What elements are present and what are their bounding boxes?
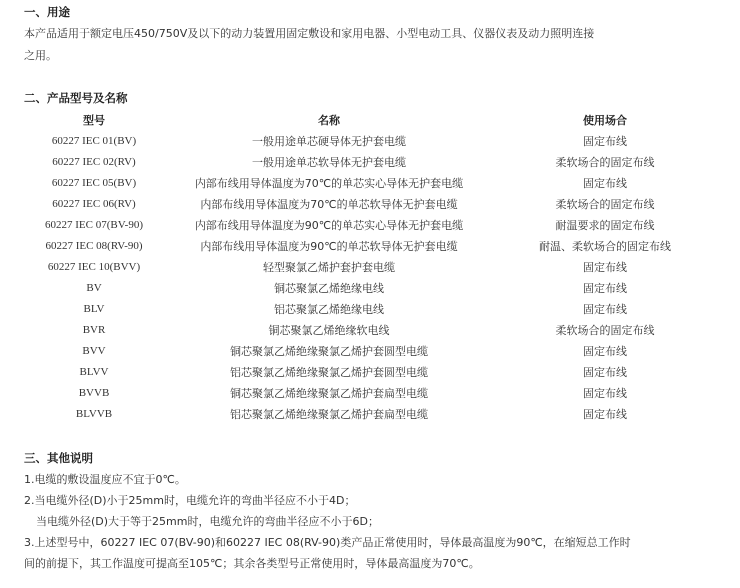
column-header-usage: 使用场合: [583, 113, 627, 127]
model-cell: BLV: [83, 302, 105, 315]
table-row: [24, 172, 716, 193]
usage-cell: 柔软场合的固定布线: [555, 155, 655, 169]
name-cell: 铜芯聚氯乙烯绝缘聚氯乙烯护套扁型电缆: [230, 386, 428, 400]
table-row: [24, 403, 716, 424]
table-row: [24, 256, 716, 277]
model-cell: 60227 IEC 07(BV-90): [45, 218, 143, 231]
model-cell: BVV: [82, 344, 106, 357]
model-cell: BVVB: [78, 386, 110, 399]
usage-cell: 固定布线: [583, 302, 627, 316]
name-cell: 铝芯聚氯乙烯绝缘电线: [274, 302, 384, 316]
usage-cell: 柔软场合的固定布线: [555, 197, 655, 211]
table-header-row: [24, 109, 716, 130]
table-row: [24, 214, 716, 235]
usage-cell: 固定布线: [583, 134, 627, 148]
model-cell: 60227 IEC 10(BVV): [47, 260, 141, 273]
name-cell: 一般用途单芯硬导体无护套电缆: [252, 134, 406, 148]
table-row: [24, 130, 716, 151]
name-cell: 铝芯聚氯乙烯绝缘聚氯乙烯护套圆型电缆: [230, 365, 428, 379]
name-cell: 铜芯聚氯乙烯绝缘聚氯乙烯护套圆型电缆: [230, 344, 428, 358]
table-row: [24, 382, 716, 403]
note-line-2: 2.当电缆外径(D)小于25mm时，电缆允许的弯曲半径应不小于4D；: [24, 494, 356, 507]
name-cell: 轻型聚氯乙烯护套护套电缆: [263, 260, 395, 274]
product-table: [24, 109, 716, 424]
model-cell: 60227 IEC 08(RV-90): [45, 239, 143, 252]
usage-cell: 固定布线: [583, 407, 627, 421]
model-cell: BLVV: [79, 365, 109, 378]
usage-cell: 柔软场合的固定布线: [555, 323, 655, 337]
note-line-1: 1.电缆的敷设温度应不宜于0℃。: [24, 473, 186, 486]
table-row: [24, 361, 716, 382]
usage-cell: 固定布线: [583, 365, 627, 379]
table-row: [24, 277, 716, 298]
usage-cell: 固定布线: [583, 386, 627, 400]
model-cell: 60227 IEC 06(RV): [52, 197, 136, 210]
name-cell: 铜芯聚氯乙烯绝缘电线: [274, 281, 384, 295]
name-cell: 铜芯聚氯乙烯绝缘软电线: [268, 323, 390, 337]
name-cell: 内部布线用导体温度为90℃的单芯软导体无护套电缆: [200, 239, 458, 253]
product-table-body: [24, 130, 716, 424]
name-cell: 一般用途单芯软导体无护套电缆: [252, 155, 406, 169]
note-line-4: 3.上述型号中，60227 IEC 07(BV-90)和60227 IEC 08(RV-90)类产品正常使用时，导体最高温度为90℃，在缩短总工作时: [24, 536, 631, 549]
name-cell: 铝芯聚氯乙烯绝缘聚氯乙烯护套扁型电缆: [230, 407, 428, 421]
model-cell: BV: [86, 281, 102, 294]
model-cell: 60227 IEC 02(RV): [52, 155, 136, 168]
table-row: [24, 151, 716, 172]
table-row: [24, 298, 716, 319]
note-line-3: 当电缆外径(D)大于等于25mm时，电缆允许的弯曲半径应不小于6D；: [36, 515, 379, 528]
usage-cell: 固定布线: [583, 344, 627, 358]
table-row: [24, 319, 716, 340]
document-body: [24, 0, 724, 574]
name-cell: 内部布线用导体温度为70℃的单芯软导体无护套电缆: [200, 197, 458, 211]
model-cell: 60227 IEC 01(BV): [51, 134, 137, 147]
column-header-name: 名称: [318, 113, 340, 127]
name-cell: 内部布线用导体温度为70℃的单芯实心导体无护套电缆: [194, 176, 464, 190]
usage-cell: 固定布线: [583, 281, 627, 295]
usage-cell: 固定布线: [583, 176, 627, 190]
column-header-model: 型号: [83, 113, 105, 127]
usage-text-line-1: 本产品适用于额定电压450/750V及以下的动力装置用固定敷设和家用电器、小型电动工具、仪器仪表及动力照明连接: [24, 27, 595, 40]
note-line-5: 间的前提下，其工作温度可提高至105℃；其余各类型号正常使用时，导体最高温度为70℃。: [24, 557, 480, 570]
section-heading-notes: 三、其他说明: [24, 451, 93, 465]
model-cell: BLVVB: [75, 407, 113, 420]
table-row: [24, 235, 716, 256]
section-heading-products: 二、产品型号及名称: [24, 91, 128, 105]
usage-cell: 耐温要求的固定布线: [555, 218, 655, 232]
usage-cell: 耐温、柔软场合的固定布线: [539, 239, 671, 253]
section-heading-usage: 一、用途: [24, 5, 70, 19]
name-cell: 内部布线用导体温度为90℃的单芯实心导体无护套电缆: [194, 218, 464, 232]
model-cell: BVR: [82, 323, 106, 336]
usage-text-line-2: 之用。: [24, 49, 57, 62]
table-row: [24, 193, 716, 214]
model-cell: 60227 IEC 05(BV): [51, 176, 137, 189]
table-row: [24, 340, 716, 361]
usage-cell: 固定布线: [583, 260, 627, 274]
